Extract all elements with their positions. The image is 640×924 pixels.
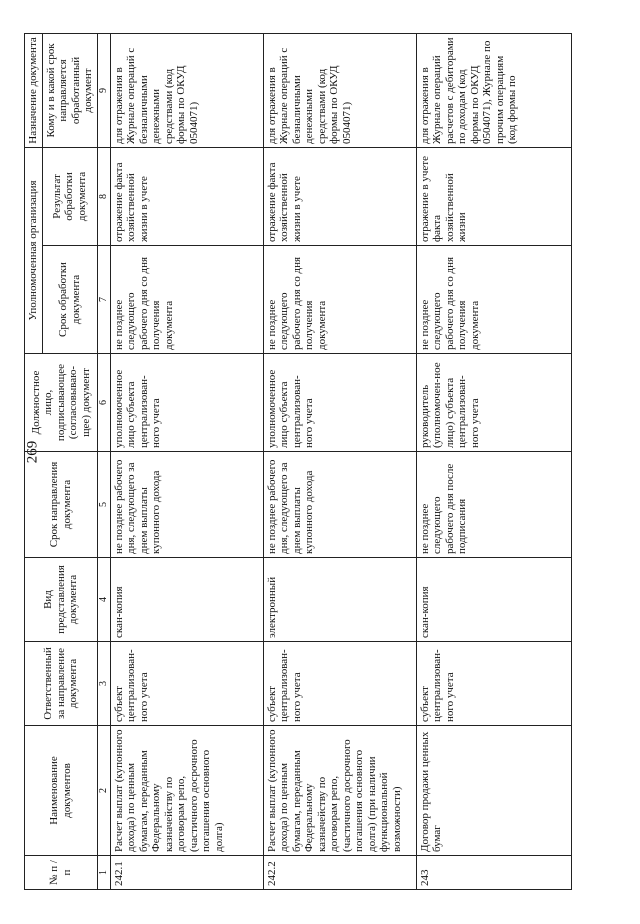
header-name: Наименование документов (25, 726, 98, 856)
column-number: 5 (97, 452, 110, 558)
column-number: 1 (97, 856, 110, 890)
header-form: Вид представления документа (25, 558, 98, 642)
header-purpose-group: Назначение документа (25, 33, 43, 147)
row-num: 242.1 (110, 856, 263, 890)
row-org-term: не позднее следующего рабочего дня со дня получения документа (416, 246, 571, 354)
row-form: электронный (263, 558, 416, 642)
table-row (263, 33, 416, 889)
header-org-group: Уполномоченная организация (25, 147, 43, 353)
header-purpose: Кому и в какой срок направляется обработанный документ (42, 33, 97, 147)
document-registry-table (24, 33, 572, 890)
table-row (110, 33, 263, 889)
row-name: Договор продажи ценных бумаг (416, 726, 571, 856)
registry-table-container (24, 34, 616, 890)
row-num: 242.2 (263, 856, 416, 890)
column-numbers-row (97, 33, 110, 889)
page-number: 269 (24, 440, 41, 464)
row-term: не позднее рабочего дня, следующего за днем выплаты купонного дохода (263, 452, 416, 558)
column-number: 9 (97, 33, 110, 147)
row-term: не позднее рабочего дня, следующего за днем выплаты купонного дохода (110, 452, 263, 558)
header-row-1 (25, 33, 43, 889)
row-form: скан-копия (416, 558, 571, 642)
column-number: 6 (97, 354, 110, 452)
row-org-result: отражение факта хозяйственной жизни в учете (110, 147, 263, 245)
header-org-term: Срок обработки документа (42, 246, 97, 354)
row-official: уполномоченное лицо субъекта централизован-ного учета (263, 354, 416, 452)
row-official: руководитель (уполномочен-ное лицо) субъекта централизован-ного учета (416, 354, 571, 452)
column-number: 4 (97, 558, 110, 642)
header-org-result: Результат обработки документа (42, 147, 97, 245)
column-number: 2 (97, 726, 110, 856)
row-org-result: отражение факта хозяйственной жизни в учете (263, 147, 416, 245)
column-number: 3 (97, 642, 110, 726)
row-purpose: для отражения в Журнале операций с безналичными денежными средствами (код формы по ОКУД 0504071) (110, 33, 263, 147)
header-official: Должностное лицо, подписывающее (согласовываю-щее) документ (25, 354, 98, 452)
row-responsible: субъект централизован-ного учета (416, 642, 571, 726)
row-org-result: отражение в учете факта хозяйственной жизни (416, 147, 571, 245)
header-num: № п / п (25, 856, 98, 890)
row-name: Расчет выплат (купонного дохода) по ценным бумагам, переданным Федеральному казначейству по договорам репо, (частичного досрочного погашения основного долга) (при наличии функциональной возможности) (263, 726, 416, 856)
row-responsible: субъект централизован-ного учета (263, 642, 416, 726)
header-term: Срок направления документа (25, 452, 98, 558)
row-org-term: не позднее следующего рабочего дня со дня получения документа (110, 246, 263, 354)
row-official: уполномоченное лицо субъекта централизован-ного учета (110, 354, 263, 452)
row-num: 243 (416, 856, 571, 890)
row-term: не позднее следующего рабочего дня после подписания (416, 452, 571, 558)
column-number: 7 (97, 246, 110, 354)
row-responsible: субъект централизован-ного учета (110, 642, 263, 726)
row-purpose: для отражения в Журнале операций с безналичными денежными средствами (код формы по ОКУД 0504071) (263, 33, 416, 147)
row-org-term: не позднее следующего рабочего дня со дня получения документа (263, 246, 416, 354)
table-row (416, 33, 571, 889)
header-responsible: Ответственный за направление документа (25, 642, 98, 726)
row-form: скан-копия (110, 558, 263, 642)
row-name: Расчет выплат (купонного дохода) по ценным бумагам, переданным Федеральному казначейству по договорам репо, (частичного досрочного погашения основного долга) (110, 726, 263, 856)
row-purpose: для отражения в Журнале операций расчетов с дебиторами по доходам (код формы по ОКУД 0504071), Журнале по прочим операциям (код формы по (416, 33, 571, 147)
column-number: 8 (97, 147, 110, 245)
